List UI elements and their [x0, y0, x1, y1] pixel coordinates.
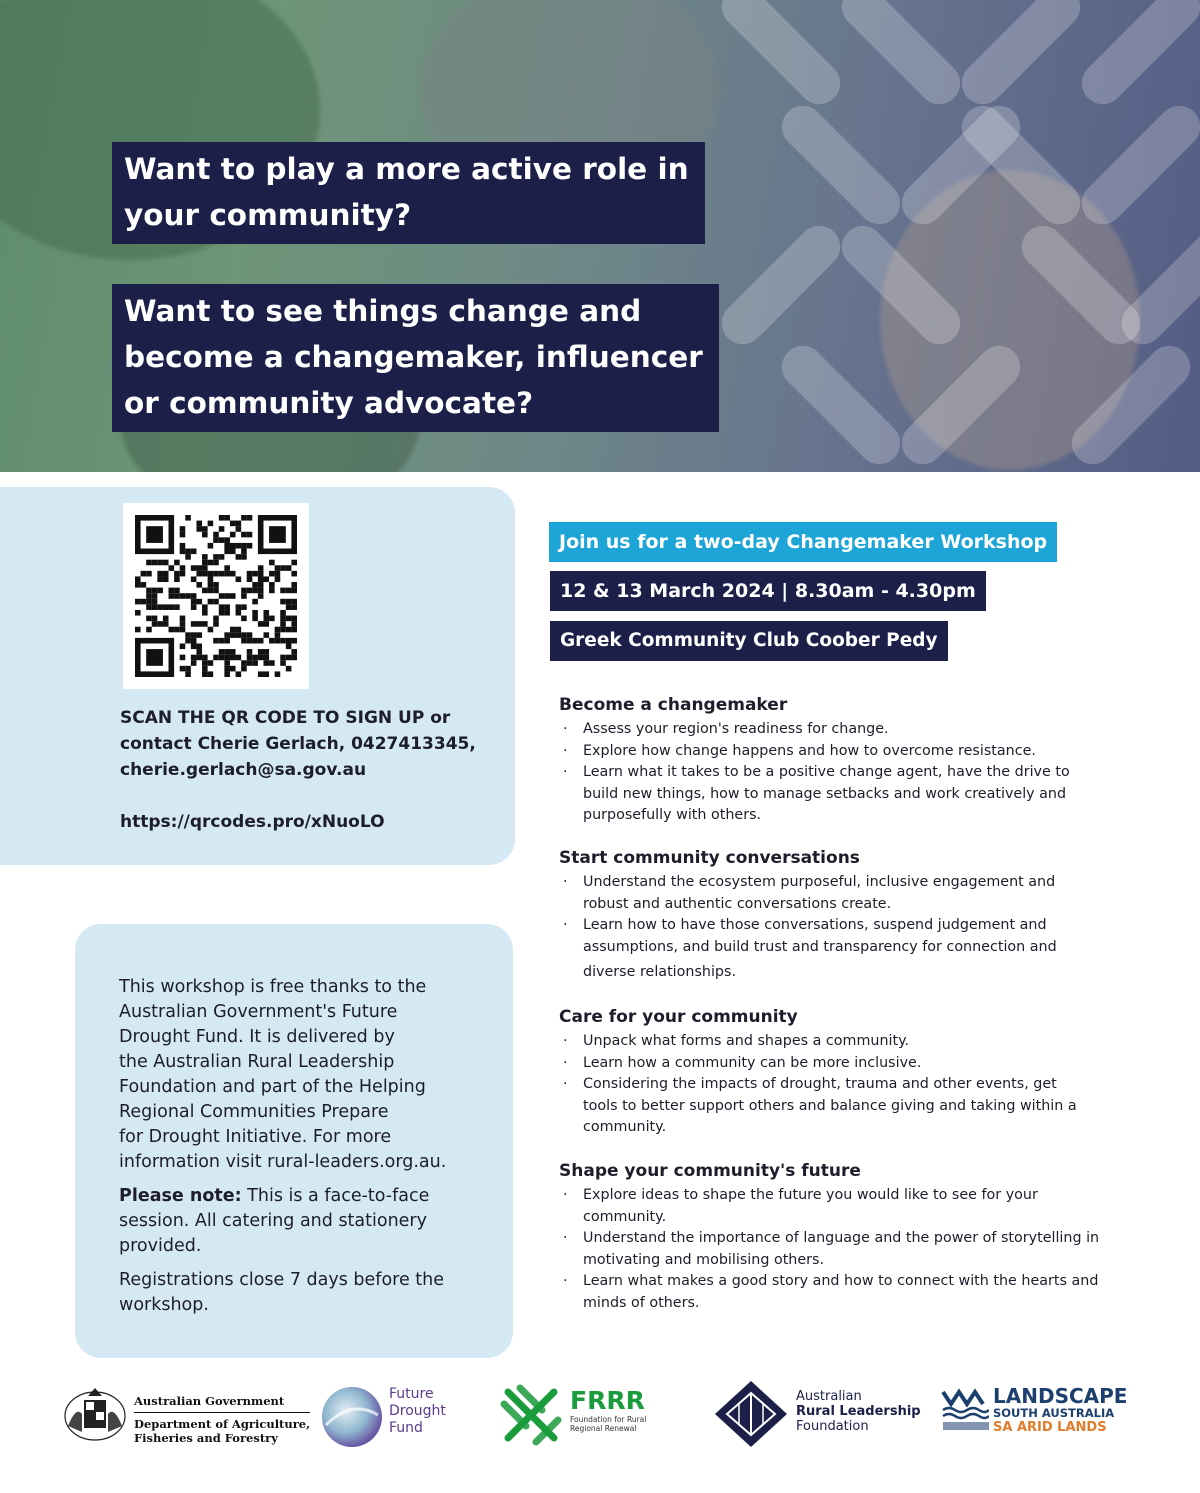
list-item-text: assumptions, and build trust and transparency for connection and	[583, 938, 1057, 955]
arlf-icon	[713, 1379, 789, 1449]
signup-email[interactable]: cherie.gerlach@sa.gov.au	[120, 760, 367, 780]
decor-tile	[1073, 97, 1200, 233]
bullet-icon: ·	[563, 721, 568, 737]
section-list	[559, 872, 1139, 984]
about-line	[119, 1184, 489, 1209]
about-line: provided.	[119, 1236, 202, 1256]
list-item	[559, 741, 1139, 763]
list-item-text: Learn what it takes to be a positive change agent, have the drive to	[583, 764, 1070, 780]
list-item	[559, 1228, 1139, 1271]
frrr-icon	[498, 1382, 564, 1448]
section-care-community	[559, 1005, 1139, 1139]
list-item-text: motivating and mobilising others.	[583, 1251, 825, 1268]
arlf-line: Foundation	[796, 1419, 869, 1434]
section-heading: Start community conversations	[559, 848, 860, 868]
signup-url[interactable]: https://qrcodes.pro/xNuoLO	[120, 812, 385, 832]
event-venue: Greek Community Club Coober Pedy	[550, 621, 948, 661]
headline-changemaker	[112, 284, 719, 432]
fdf-line: Fund	[389, 1420, 423, 1436]
bullet-icon: ·	[563, 1230, 568, 1246]
gov-dept: Fisheries and Forestry	[134, 1431, 278, 1445]
about-link-line[interactable]: information visit rural-leaders.org.au.	[119, 1152, 447, 1172]
frrr-sub: Regional Renewal	[570, 1424, 637, 1433]
list-item	[559, 915, 1139, 984]
section-become-changemaker	[559, 693, 1139, 827]
list-item-text: minds of others.	[583, 1294, 700, 1311]
landscape-sa-icon	[941, 1388, 989, 1432]
bullet-icon: ·	[563, 1187, 568, 1203]
list-item	[559, 1053, 1139, 1075]
list-item-text: robust and authentic conversations create.	[583, 895, 892, 912]
note-text: This is a face-to-face	[241, 1186, 430, 1206]
qr-code[interactable]	[123, 503, 309, 689]
decor-tile	[1073, 0, 1200, 113]
list-item-text: Learn what makes a good story and how to connect with the hearts and	[583, 1273, 1099, 1289]
bullet-icon: ·	[563, 764, 568, 780]
hero-banner	[0, 0, 1200, 472]
list-item-text: Considering the impacts of drought, trauma and other events, get	[583, 1076, 1057, 1092]
section-list	[559, 1031, 1139, 1139]
future-drought-fund-icon	[320, 1385, 384, 1449]
landscape-line: SA ARID LANDS	[993, 1420, 1107, 1435]
arlf-line: Rural Leadership	[796, 1404, 921, 1419]
about-line: workshop.	[119, 1295, 209, 1315]
section-list	[559, 719, 1139, 827]
headline-active-role	[112, 142, 705, 244]
headline-line: become a changemaker, influencer	[124, 340, 703, 374]
about-line: This workshop is free thanks to the	[119, 977, 427, 997]
bullet-icon: ·	[563, 917, 568, 933]
event-title: Join us for a two-day Changemaker Workshop	[549, 522, 1057, 562]
about-line: Australian Government's Future	[119, 1002, 398, 1022]
arlf-logo-text	[796, 1389, 921, 1434]
about-line: Regional Communities Prepare	[119, 1102, 389, 1122]
headline-line: your community?	[124, 198, 412, 232]
section-heading: Become a changemaker	[559, 695, 788, 715]
signup-instructions	[120, 705, 490, 783]
coat-of-arms-icon	[62, 1384, 128, 1444]
event-date: 12 & 13 March 2024 | 8.30am - 4.30pm	[550, 571, 986, 611]
section-shape-future	[559, 1159, 1139, 1314]
headline-line: Want to see things change and	[124, 294, 642, 328]
landscape-line: SOUTH AUSTRALIA	[993, 1406, 1115, 1420]
section-heading: Care for your community	[559, 1007, 798, 1027]
section-community-conversations	[559, 846, 1139, 984]
about-line: the Australian Rural Leadership	[119, 1052, 395, 1072]
headline-line: or community advocate?	[124, 386, 534, 420]
bullet-icon: ·	[563, 1273, 568, 1289]
list-item	[559, 872, 1139, 915]
decor-tile	[713, 217, 849, 353]
note-label: Please note:	[119, 1186, 242, 1206]
list-item	[559, 1031, 1139, 1053]
about-line: Foundation and part of the Helping	[119, 1077, 426, 1097]
list-item	[559, 1271, 1139, 1314]
list-item-text: Understand the ecosystem purposeful, inclusive engagement and	[583, 874, 1056, 890]
about-intro	[119, 975, 489, 1175]
list-item-text: build new things, how to manage setbacks and work creatively and	[583, 785, 1067, 802]
list-item-text: Assess your region's readiness for change.	[583, 721, 889, 737]
bullet-icon: ·	[563, 742, 568, 759]
section-heading: Shape your community's future	[559, 1161, 861, 1181]
list-item-text: community.	[583, 1208, 667, 1225]
bullet-icon: ·	[563, 1054, 568, 1071]
list-item-text: Learn how a community can be more inclusive.	[583, 1054, 922, 1071]
frrr-sub: Foundation for Rural	[570, 1415, 647, 1424]
about-text	[119, 975, 489, 1327]
section-list	[559, 1185, 1139, 1314]
fdf-line: Drought	[389, 1403, 446, 1419]
headline-line: Want to play a more active role in	[124, 152, 689, 186]
signup-line: contact Cherie Gerlach, 0427413345,	[120, 734, 476, 754]
about-line: session. All catering and stationery	[119, 1211, 427, 1231]
list-item	[559, 1074, 1139, 1139]
gov-dept: Department of Agriculture,	[134, 1417, 311, 1431]
decor-tile	[953, 0, 1089, 113]
about-line: Registrations close 7 days before the	[119, 1270, 445, 1290]
signup-line: SCAN THE QR CODE TO SIGN UP or	[120, 708, 451, 728]
list-item	[559, 719, 1139, 741]
list-item-text: diverse relationships.	[583, 964, 737, 980]
list-item-text: Understand the importance of language and the power of storytelling in	[583, 1230, 1100, 1246]
gov-name: Australian Government	[134, 1394, 310, 1413]
bullet-icon: ·	[563, 874, 568, 890]
about-line: Drought Fund. It is delivered by	[119, 1027, 395, 1047]
list-item-text: community.	[583, 1119, 667, 1135]
arlf-line: Australian	[796, 1389, 862, 1404]
list-item-text: Unpack what forms and shapes a community.	[583, 1033, 910, 1049]
about-line: for Drought Initiative. For more	[119, 1127, 392, 1147]
bullet-icon: ·	[563, 1076, 568, 1092]
decor-tile	[833, 0, 969, 113]
list-item-text: purposefully with others.	[583, 807, 762, 823]
landscape-line: LANDSCAPE	[993, 1384, 1128, 1408]
list-item-text: tools to better support others and balance giving and taking within a	[583, 1097, 1077, 1114]
decor-tile	[773, 97, 909, 233]
about-note	[119, 1184, 489, 1259]
list-item-text: Learn how to have those conversations, suspend judgement and	[583, 917, 1047, 933]
qr-code-icon	[135, 515, 297, 677]
list-item	[559, 1185, 1139, 1228]
list-item-text: Explore ideas to shape the future you would like to see for your	[583, 1187, 1038, 1203]
fdf-logo-text	[389, 1386, 446, 1437]
fdf-line: Future	[389, 1386, 434, 1402]
landscape-logo-text	[993, 1386, 1127, 1435]
list-item-text: Explore how change happens and how to overcome resistance.	[583, 742, 1036, 759]
about-close	[119, 1268, 489, 1318]
list-item	[559, 762, 1139, 827]
decor-tile	[713, 0, 849, 113]
bullet-icon: ·	[563, 1033, 568, 1049]
frrr-logo-text	[570, 1387, 646, 1433]
frrr-name: FRRR	[570, 1386, 645, 1415]
gov-logo-text	[134, 1394, 310, 1445]
